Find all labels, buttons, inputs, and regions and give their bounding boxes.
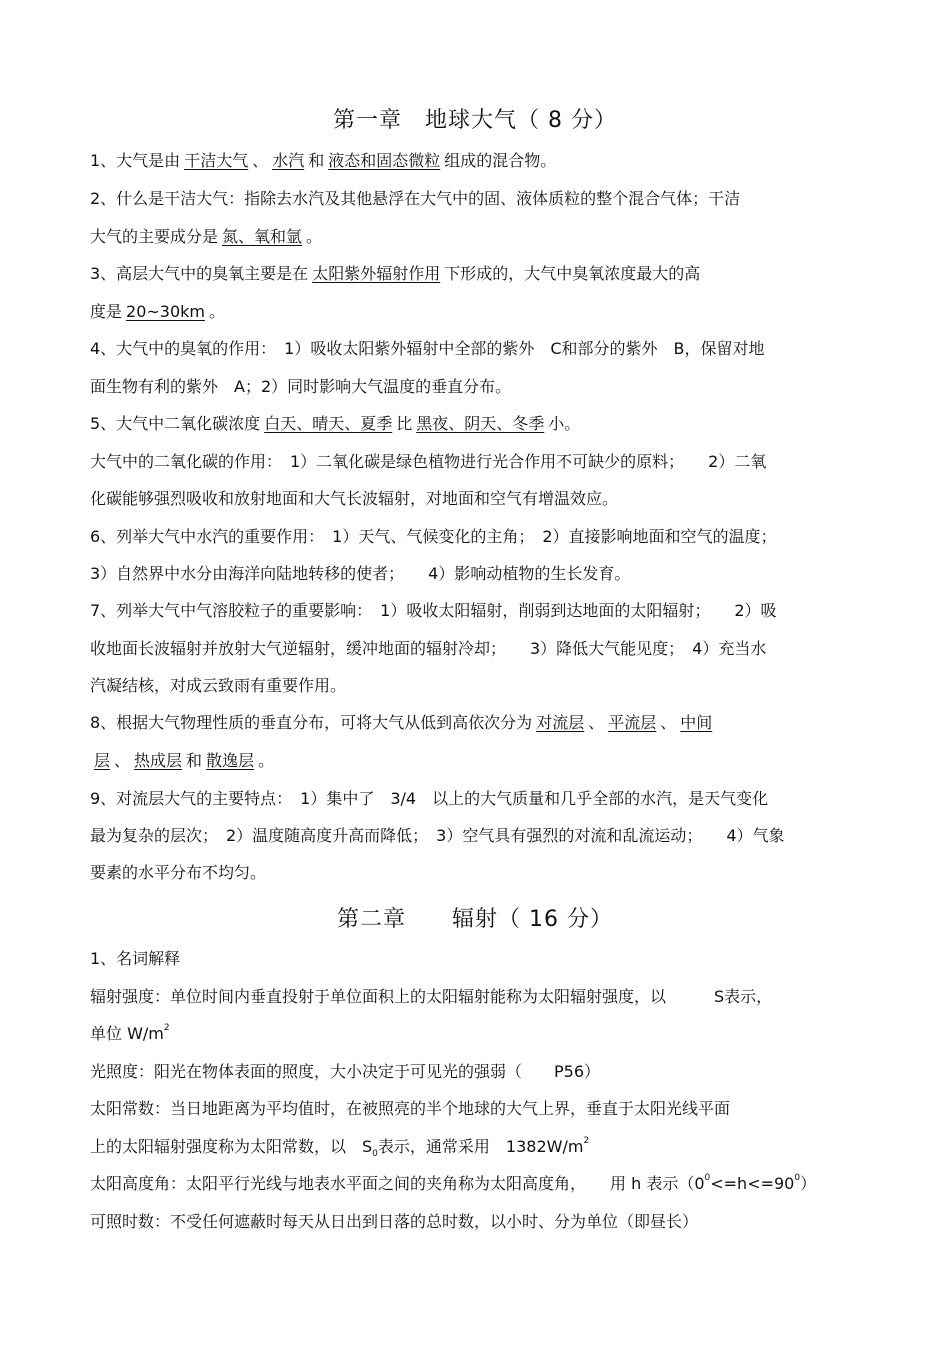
- separator: 和: [186, 751, 203, 770]
- def-3-line-1: 太阳常数：当日地距离为平均值时，在被照亮的半个地球的大气上界，垂直于太阳光线平面: [90, 1099, 731, 1118]
- q4-line-2: 面生物有利的紫外 A；2）同时影响大气温度的垂直分布。: [90, 377, 512, 396]
- def-5-line: 可照时数：不受任何遮蔽时每天从日出到日落的总时数，以小时、分为单位（即昼长）: [90, 1212, 699, 1231]
- q9-line-2: 最为复杂的层次； 2）温度随高度升高而降低； 3）空气具有强烈的对流和乱流运动； 4）气象: [90, 826, 785, 845]
- q2-text: 大气的主要成分是: [90, 227, 219, 246]
- q3-text-3: 度是: [90, 302, 123, 321]
- separator: 、: [660, 713, 677, 732]
- q3-text-2: 下形成的，大气中臭氧浓度最大的高: [444, 264, 701, 283]
- q2-answer: 氮、氧和氩: [222, 227, 303, 246]
- q8-line-1: [90, 712, 870, 734]
- def-2-line: 光照度：阳光在物体表面的照度，大小决定于可见光的强弱（ P56）: [90, 1062, 601, 1081]
- q5-text-2: 比: [396, 414, 413, 433]
- q1-answer-2: 水汽: [272, 151, 305, 170]
- q2-line-1: 2、什么是干洁大气：指除去水汽及其他悬浮在大气中的固、液体质粒的整个混合气体；干洁: [90, 189, 741, 208]
- q6-line-2: 3）自然界中水分由海洋向陆地转移的使者； 4）影响动植物的生长发育。: [90, 564, 631, 583]
- q7-line-3: 汽凝结核，对成云致雨有重要作用。: [90, 676, 347, 695]
- q6-line-1: 6、列举大气中水汽的重要作用： 1）天气、气候变化的主角； 2）直接影响地面和空气的温度；: [90, 527, 777, 546]
- superscript: 0: [704, 1173, 711, 1183]
- separator: 、: [252, 151, 269, 170]
- q3-line-2: [90, 301, 870, 323]
- def-1-line-1: 辐射强度：单位时间内垂直投射于单位面积上的太阳辐射能称为太阳辐射强度，以 S表示，: [90, 987, 773, 1006]
- separator: 和: [308, 151, 325, 170]
- section-heading: 1、名词解释: [90, 949, 181, 968]
- q8-line-2: [90, 750, 870, 772]
- superscript: 2: [163, 1023, 170, 1033]
- q8-text-end: 。: [258, 751, 275, 770]
- q1-line: [90, 150, 870, 172]
- q3-text-end: 。: [209, 302, 226, 321]
- q5-line-3: 化碳能够强烈吸收和放射地面和大气长波辐射，对地面和空气有增温效应。: [90, 489, 619, 508]
- chapter-2-title: 第二章 辐射（ 16 分）: [337, 907, 613, 932]
- superscript: 2: [583, 1136, 590, 1146]
- q9-line-1: 9、对流层大气的主要特点： 1）集中了 3/4 以上的大气质量和几乎全部的水汽，是天气变化: [90, 789, 769, 808]
- q8-answer-1: 对流层: [536, 713, 585, 732]
- def-3-text-2: 表示，通常采用 1382W/m: [377, 1137, 584, 1156]
- q1-text: 1、大气是由: [90, 151, 181, 170]
- q3-line-1: [90, 263, 870, 285]
- q5-line-1: [90, 413, 870, 435]
- q1-text-end: 组成的混合物。: [444, 151, 557, 170]
- def-4-line: [90, 1173, 870, 1195]
- subscript: 0: [372, 1149, 378, 1160]
- def-4-text: 太阳高度角：太阳平行光线与地表水平面之间的夹角称为太阳高度角， 用 h 表示（0: [90, 1174, 705, 1193]
- q8-answer-2: 平流层: [608, 713, 657, 732]
- def-1-unit: 单位 W/m: [90, 1024, 164, 1043]
- q5-line-2: 大气中的二氧化碳的作用： 1）二氧化碳是绿色植物进行光合作用不可缺少的原料； 2）二氧: [90, 452, 767, 471]
- def-4-text-2: <=h<=90: [710, 1174, 795, 1193]
- def-4-text-end: ）: [800, 1174, 817, 1193]
- q5-text: 5、大气中二氧化碳浓度: [90, 414, 261, 433]
- q3-answer-1: 太阳紫外辐射作用: [312, 264, 441, 283]
- q2-line-2: [90, 226, 870, 248]
- q5-text-end: 小。: [548, 414, 581, 433]
- q2-text-end: 。: [306, 227, 323, 246]
- q4-line-1: 4、大气中的臭氧的作用： 1）吸收太阳紫外辐射中全部的紫外 C和部分的紫外 B，保留对地: [90, 339, 765, 358]
- q1-answer-3: 液态和固态微粒: [328, 151, 441, 170]
- def-1-line-2: [90, 1023, 870, 1045]
- q9-line-3: 要素的水平分布不均匀。: [90, 863, 267, 882]
- q5-answer-1: 白天、晴天、夏季: [264, 414, 393, 433]
- separator: 、: [114, 751, 131, 770]
- superscript: 0: [794, 1173, 801, 1183]
- separator: 、: [588, 713, 605, 732]
- q7-line-2: 收地面长波辐射并放射大气逆辐射，缓冲地面的辐射冷却； 3）降低大气能见度； 4）充当水: [90, 639, 767, 658]
- q3-text: 3、高层大气中的臭氧主要是在: [90, 264, 309, 283]
- q5-answer-2: 黑夜、阴天、冬季: [416, 414, 545, 433]
- def-3-text: 上的太阳辐射强度称为太阳常数，以 S: [90, 1137, 373, 1156]
- q1-answer-1: 干洁大气: [184, 151, 249, 170]
- q8-answer-4: 热成层: [134, 751, 183, 770]
- q8-answer-3-cont: 层: [94, 751, 111, 770]
- q8-answer-5: 散逸层: [206, 751, 255, 770]
- q8-answer-3: 中间: [680, 713, 713, 732]
- def-3-line-2: [90, 1136, 870, 1165]
- chapter-1-title: 第一章 地球大气（ 8 分）: [333, 108, 617, 133]
- q3-answer-2: 20~30km: [126, 302, 205, 321]
- q7-line-1: 7、列举大气中气溶胶粒子的重要影响： 1）吸收太阳辐射，削弱到达地面的太阳辐射； 2）吸: [90, 601, 777, 620]
- q8-text: 8、根据大气物理性质的垂直分布，可将大气从低到高依次分为: [90, 713, 533, 732]
